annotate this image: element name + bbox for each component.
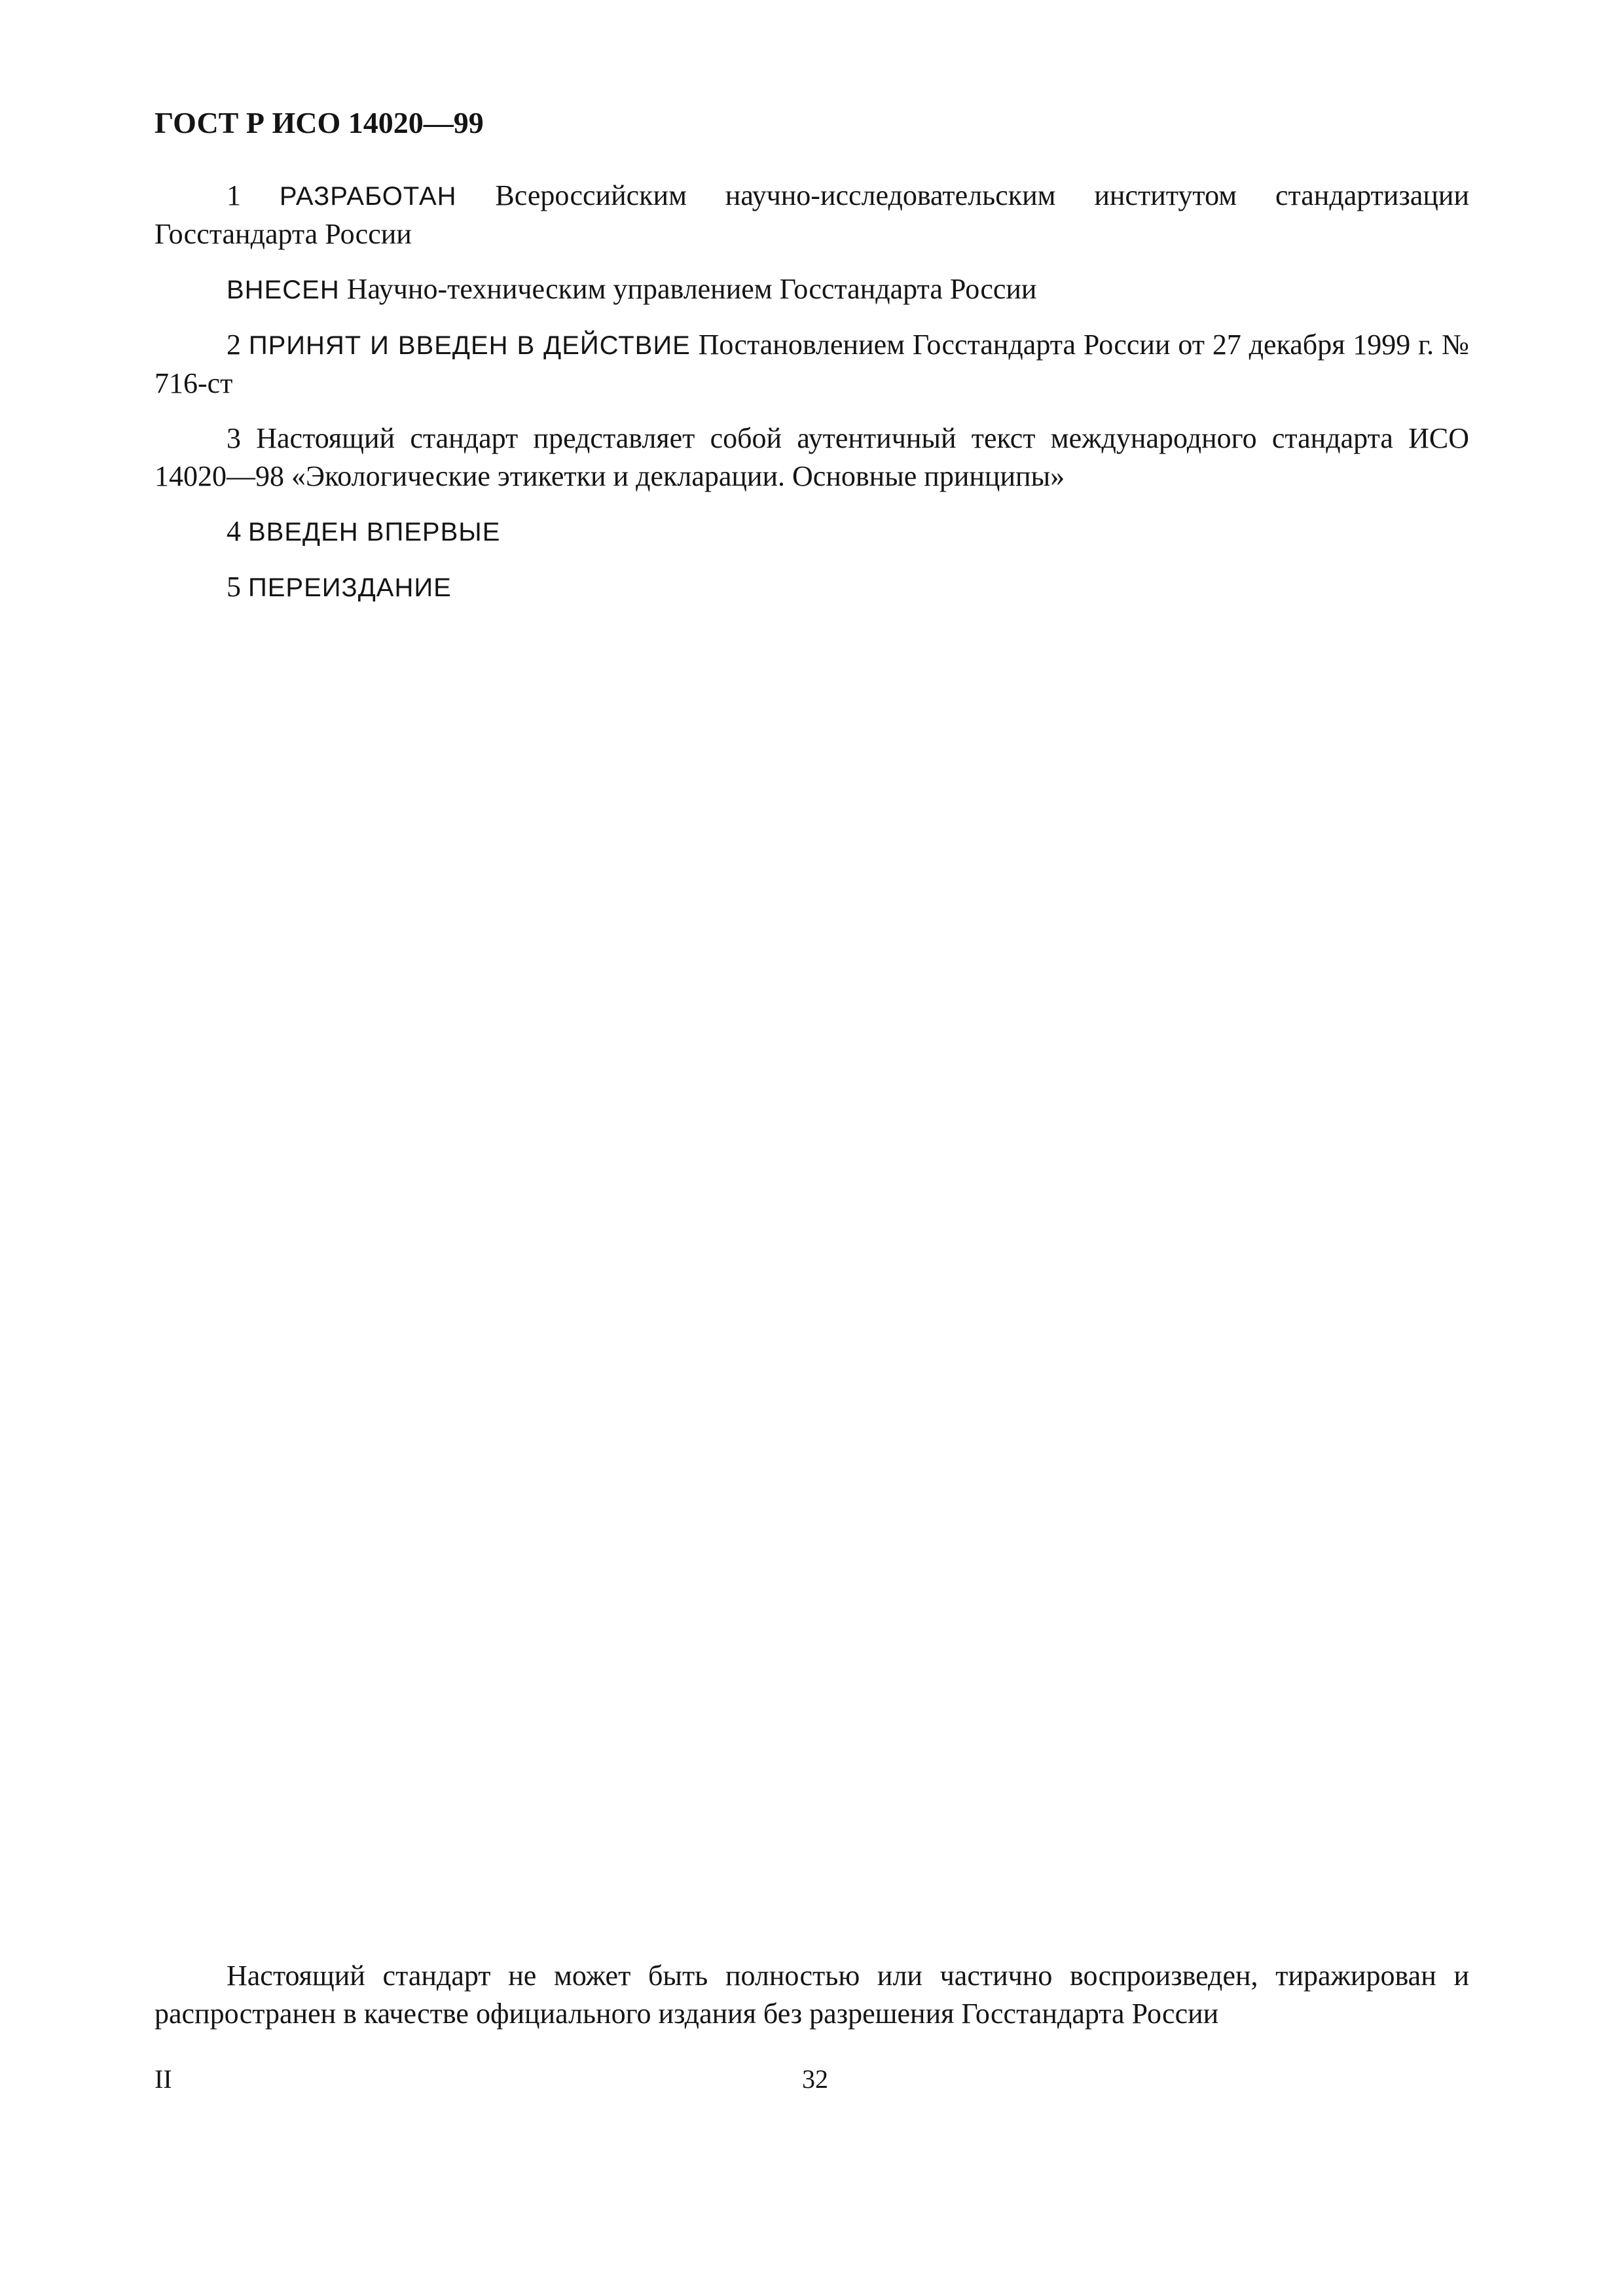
paragraph-keyword: ПЕРЕИЗДАНИЕ	[248, 573, 452, 602]
paragraph-adopted	[155, 326, 1469, 403]
roman-page-marker: II	[155, 2064, 172, 2094]
paragraph-number: 2	[227, 329, 249, 361]
paragraph-reissue	[155, 568, 1469, 607]
paragraph-keyword: РАЗРАБОТАН	[279, 182, 457, 211]
paragraph-submitted	[155, 270, 1469, 309]
paragraph-keyword: ВВЕДЕН ВПЕРВЫЕ	[248, 518, 501, 547]
paragraph-number: 4	[227, 515, 248, 547]
document-code: ГОСТ Р ИСО 14020—99	[155, 106, 484, 139]
paragraph-keyword: ВНЕСЕН	[227, 276, 340, 304]
front-matter	[155, 177, 1469, 624]
paragraph-authentic-text	[155, 420, 1469, 495]
paragraph-number: 1	[227, 179, 280, 211]
paragraph-introduced-first	[155, 512, 1469, 551]
paragraph-number: 5	[227, 571, 248, 603]
paragraph-text: Всероссийским научно-исследовательским институтом стандартизации Госстандарта России	[155, 179, 1469, 250]
paragraph-developed	[155, 177, 1469, 253]
paragraph-text: Научно-техническим управлением Госстандарта России	[339, 273, 1037, 305]
paragraph-number: 3	[227, 422, 257, 454]
paragraph-keyword: ПРИНЯТ И ВВЕДЕН В ДЕЙСТВИЕ	[248, 331, 691, 360]
reproduction-notice: Настоящий стандарт не может быть полностью или частично воспроизведен, тиражирован и распространен в качестве официального издания без разрешения Госстандарта России	[155, 1960, 1469, 2030]
paragraph-text: Постановлением Госстандарта России от 27 декабря 1999 г. № 716-ст	[155, 329, 1469, 399]
paragraph-text: Настоящий стандарт представляет собой аутентичный текст международного стандарта ИСО 14020—98 «Экологические этикетки и декларации. Основные принципы»	[155, 422, 1470, 492]
page-number: 32	[802, 2064, 828, 2094]
